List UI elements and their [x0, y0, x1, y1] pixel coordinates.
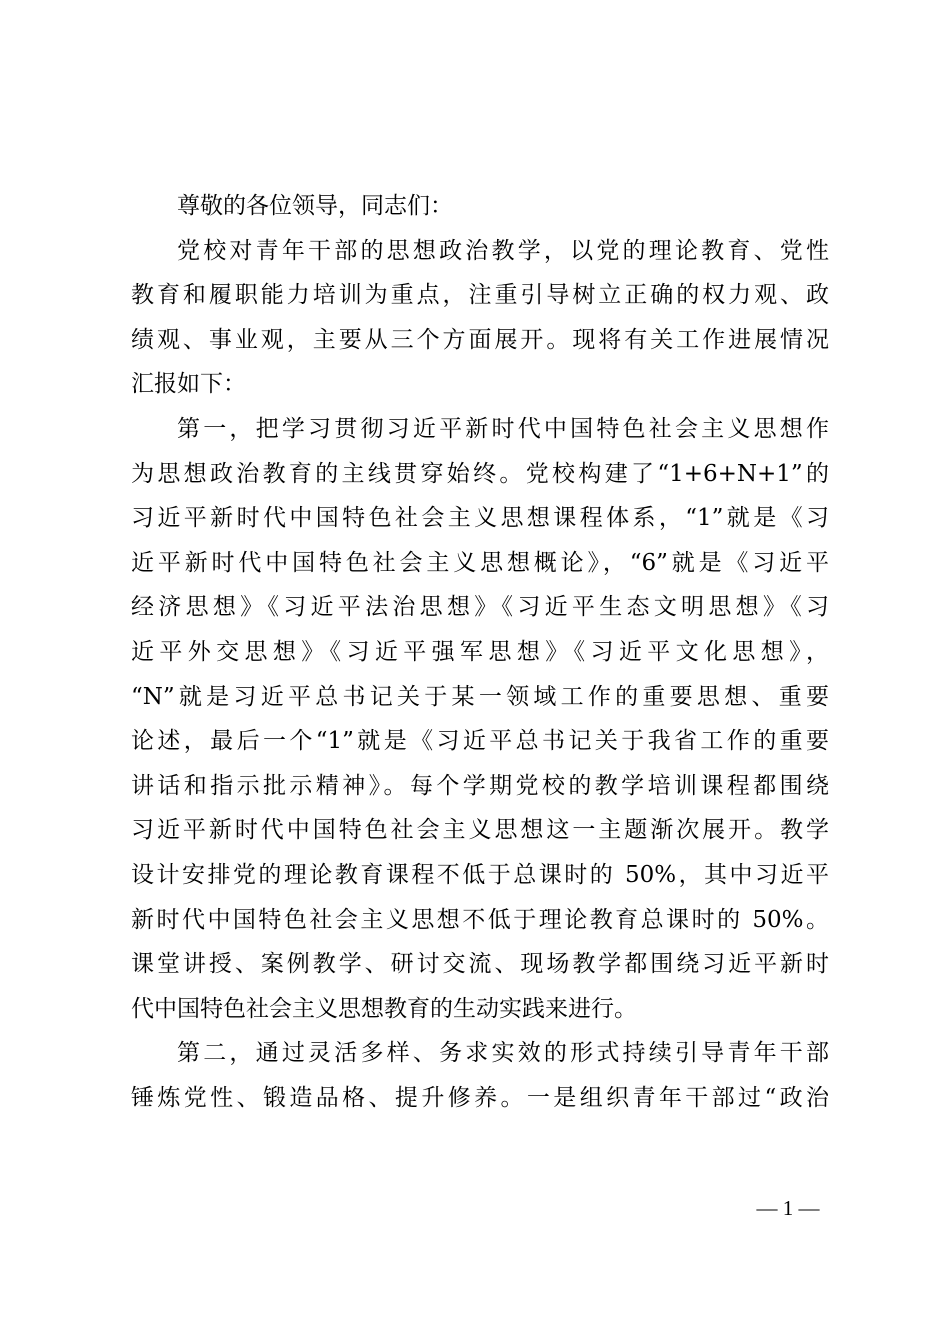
section-one-paragraph-line: 论述，最后一个“1”就是《习近平总书记关于我省工作的重要 [131, 728, 829, 755]
section-one-paragraph-line: 课堂讲授、案例教学、研讨交流、现场教学都围绕习近平新时 [131, 951, 829, 978]
section-one-paragraph-line: 为思想政治教育的主线贯穿始终。党校构建了“1+6+N+1”的 [131, 460, 829, 487]
page-number: — 1 — [756, 1196, 820, 1220]
section-one-paragraph-line: 代中国特色社会主义思想教育的生动实践来进行。 [131, 995, 637, 1022]
section-one-paragraph-line: 习近平新时代中国特色社会主义思想课程体系，“1”就是《习 [131, 505, 829, 532]
section-two-paragraph-line: 第二，通过灵活多样、务求实效的形式持续引导青年干部 [177, 1040, 829, 1067]
section-two-paragraph-line: 锤炼党性、锻造品格、提升修养。一是组织青年干部过“政治 [131, 1084, 829, 1111]
section-one-paragraph-line: 新时代中国特色社会主义思想不低于理论教育总课时的 50%。 [131, 906, 829, 933]
document-body [131, 184, 829, 1120]
section-one-paragraph-line: 经济思想》《习近平法治思想》《习近平生态文明思想》《习 [131, 594, 829, 621]
section-one-paragraph-line: 第一，把学习贯彻习近平新时代中国特色社会主义思想作 [177, 415, 829, 442]
section-one-paragraph-line: 近平新时代中国特色社会主义思想概论》，“6”就是《习近平 [131, 549, 829, 576]
section-one-paragraph-line: 习近平新时代中国特色社会主义思想这一主题渐次展开。教学 [131, 817, 829, 844]
section-one-paragraph-line: “N”就是习近平总书记关于某一领域工作的重要思想、重要 [131, 683, 829, 710]
section-one-paragraph-line: 讲话和指示批示精神》。每个学期党校的教学培训课程都围绕 [131, 772, 829, 799]
salutation-line: 尊敬的各位领导，同志们： [177, 193, 453, 219]
intro-paragraph-line: 汇报如下： [131, 371, 246, 398]
intro-paragraph-line: 教育和履职能力培训为重点，注重引导树立正确的权力观、政 [131, 282, 829, 309]
section-one-paragraph-line: 设计安排党的理论教育课程不低于总课时的 50%，其中习近平 [131, 861, 829, 888]
section-one-paragraph-line: 近平外交思想》《习近平强军思想》《习近平文化思想》， [131, 638, 829, 665]
intro-paragraph-line: 党校对青年干部的思想政治教学，以党的理论教育、党性 [177, 237, 829, 264]
intro-paragraph-line: 绩观、事业观，主要从三个方面展开。现将有关工作进展情况 [131, 326, 829, 353]
